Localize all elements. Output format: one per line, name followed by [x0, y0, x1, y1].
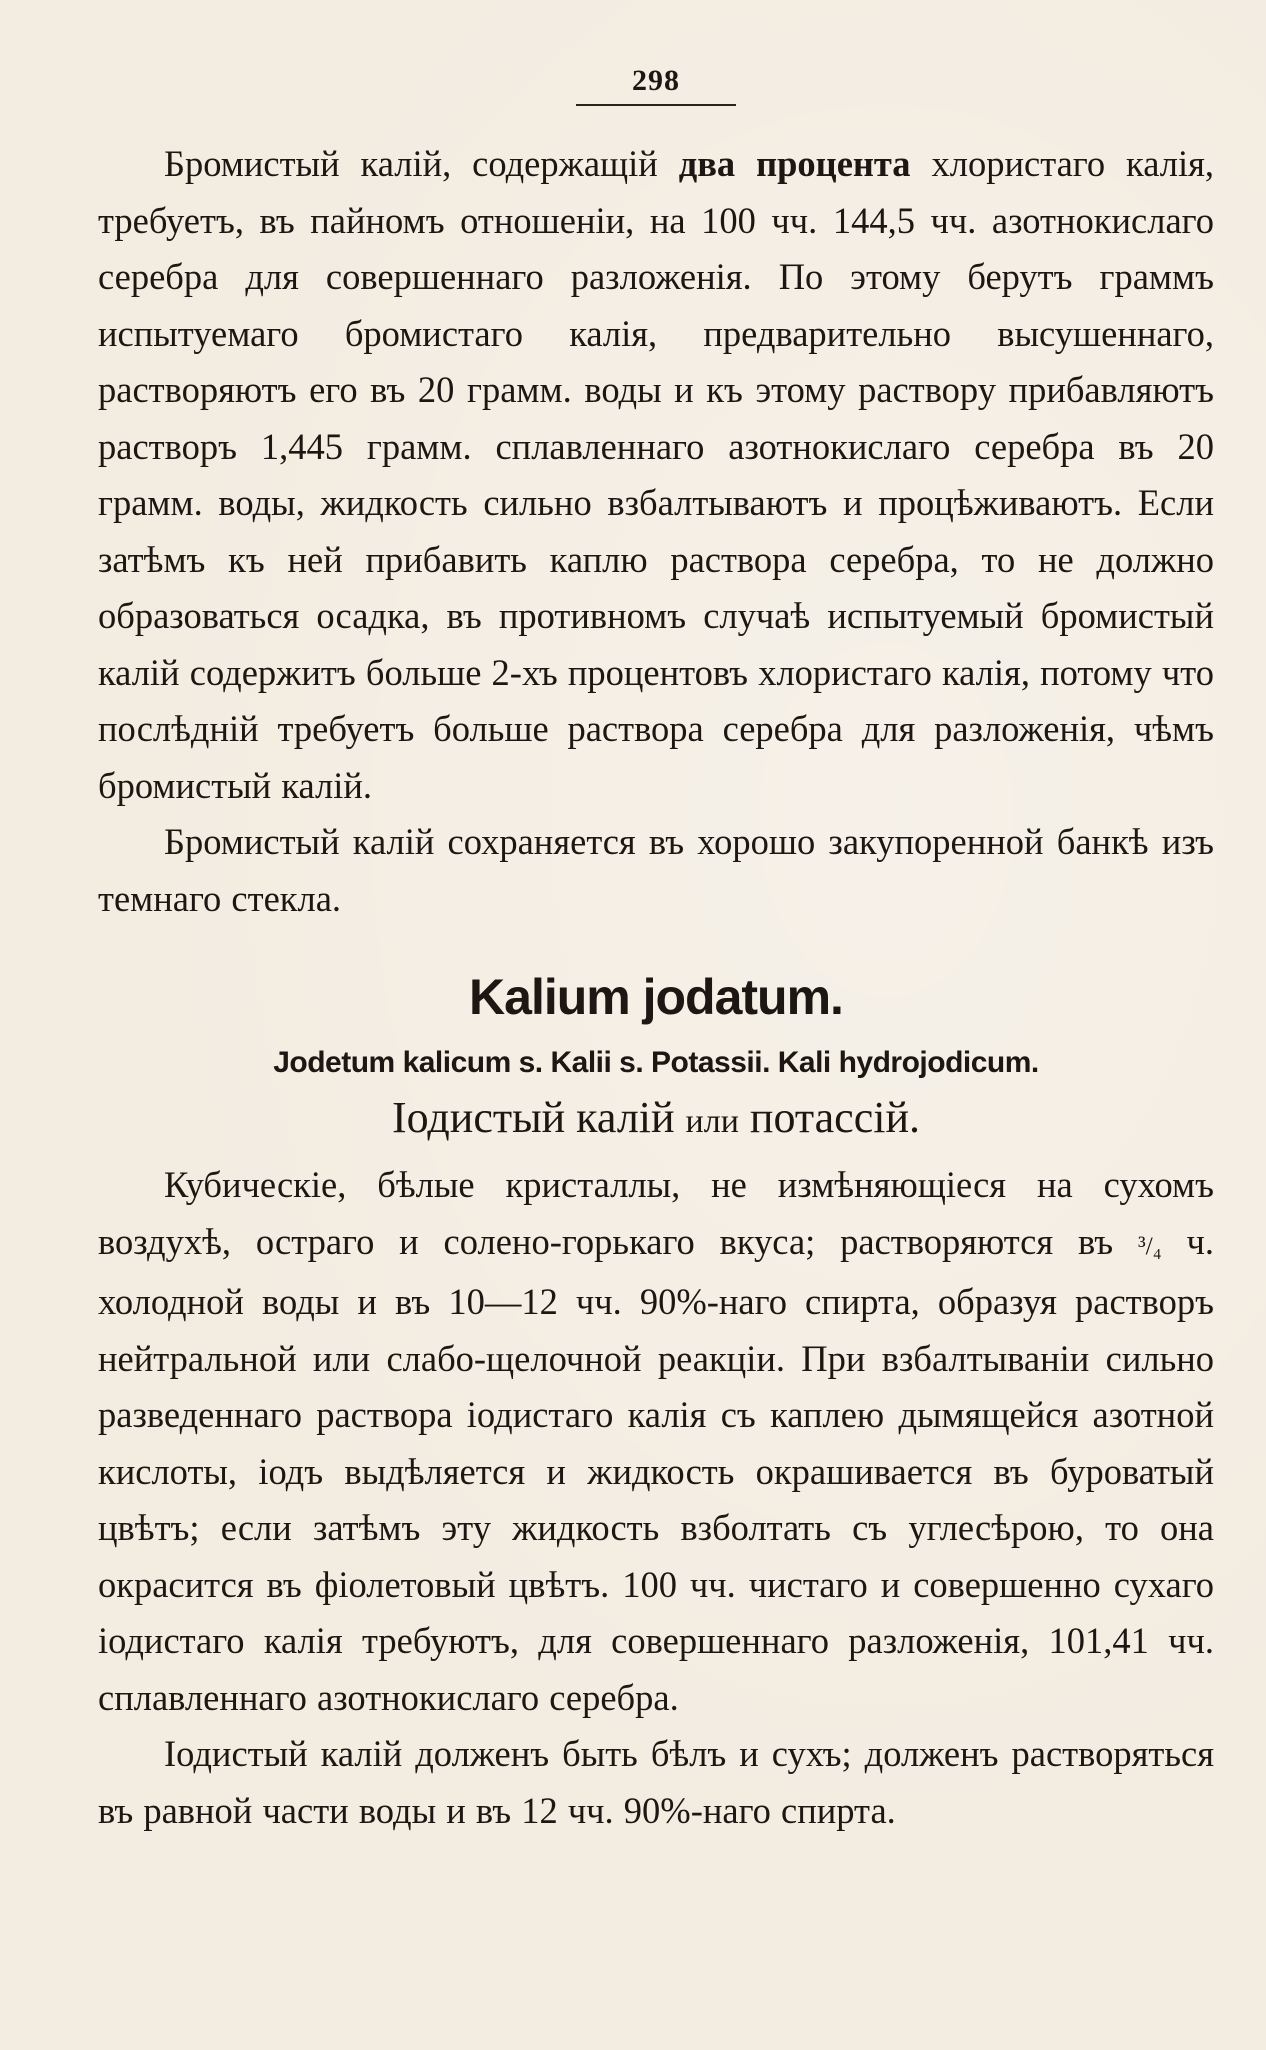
russian-title-connector: или	[685, 1103, 739, 1140]
paragraph-potassium-bromide-storage: Бромистый калій сохраняется въ хорошо закупоренной банкѣ изъ темнаго стекла.	[98, 821, 1214, 919]
russian-title-part: потассій.	[749, 1093, 920, 1142]
paragraph-text: Кубическіе, бѣлые кристаллы, не измѣняющіеся на сухомъ воздухѣ, остраго и солено-горькаго вкуса; растворяются въ	[98, 1164, 1214, 1262]
paragraph-potassium-iodide-description	[98, 1157, 1214, 1726]
page-number: 298	[576, 64, 736, 106]
paragraph-text: ч. холодной воды и въ 10—12 чч. 90%-наго спирта, образуя растворъ нейтральной или слабо-щелочной реакціи. При взбалтываніи сильно разведеннаго раствора іодистаго калія съ каплею дымящейся азотной кислоты, іодъ выдѣляется и жидкость окрашивается въ буроватый цвѣтъ; если затѣмъ эту жидкость взболтать съ углесѣрою, то она окрасится въ фіолетовый цвѣтъ. 100 чч. чистаго и совершенно сухаго іодистаго калія требуютъ, для совершеннаго разложенія, 101,41 чч. сплавленнаго азотнокислаго серебра.	[98, 1220, 1214, 1718]
section-title: Kalium jodatum.	[469, 969, 843, 1025]
paragraph-potassium-bromide-test	[98, 136, 1214, 814]
fraction: ³/₄	[1138, 1230, 1162, 1260]
russian-title-part: Іодистый калій	[392, 1093, 675, 1142]
paragraph-text: хлористаго калія, требуетъ, въ пайномъ отношеніи, на 100 чч. 144,5 чч. азотнокислаго серебра для совершеннаго разложенія. По этому берутъ граммъ испытуемаго бромистаго калія, предварительно высушеннаго, растворяютъ его въ 20 грамм. воды и къ этому раствору прибавляютъ растворъ 1,445 грамм. сплавленнаго азотнокислаго серебра въ 20 грамм. воды, жидкость сильно взбалтываютъ и процѣживаютъ. Если затѣмъ къ ней прибавить каплю раствора серебра, то не должно образоваться осадка, въ противномъ случаѣ испытуемый бромистый калій содержитъ больше 2-хъ процентовъ хлористаго калія, потому что послѣдній требуетъ больше раствора серебра для разложенія, чѣмъ бромистый калій.	[98, 143, 1214, 806]
emphasized-text: два процента	[678, 143, 911, 184]
section-synonyms: Jodetum kalicum s. Kalii s. Potassii. Kali hydrojodicum.	[273, 1046, 1039, 1079]
section-russian-title	[98, 1089, 1214, 1151]
paragraph-text: Бромистый калій, содержащій	[164, 143, 679, 184]
paragraph-potassium-iodide-requirements: Іодистый калій долженъ быть бѣлъ и сухъ; долженъ растворяться въ равной части воды и въ 12 чч. 90%-наго спирта.	[98, 1733, 1214, 1831]
